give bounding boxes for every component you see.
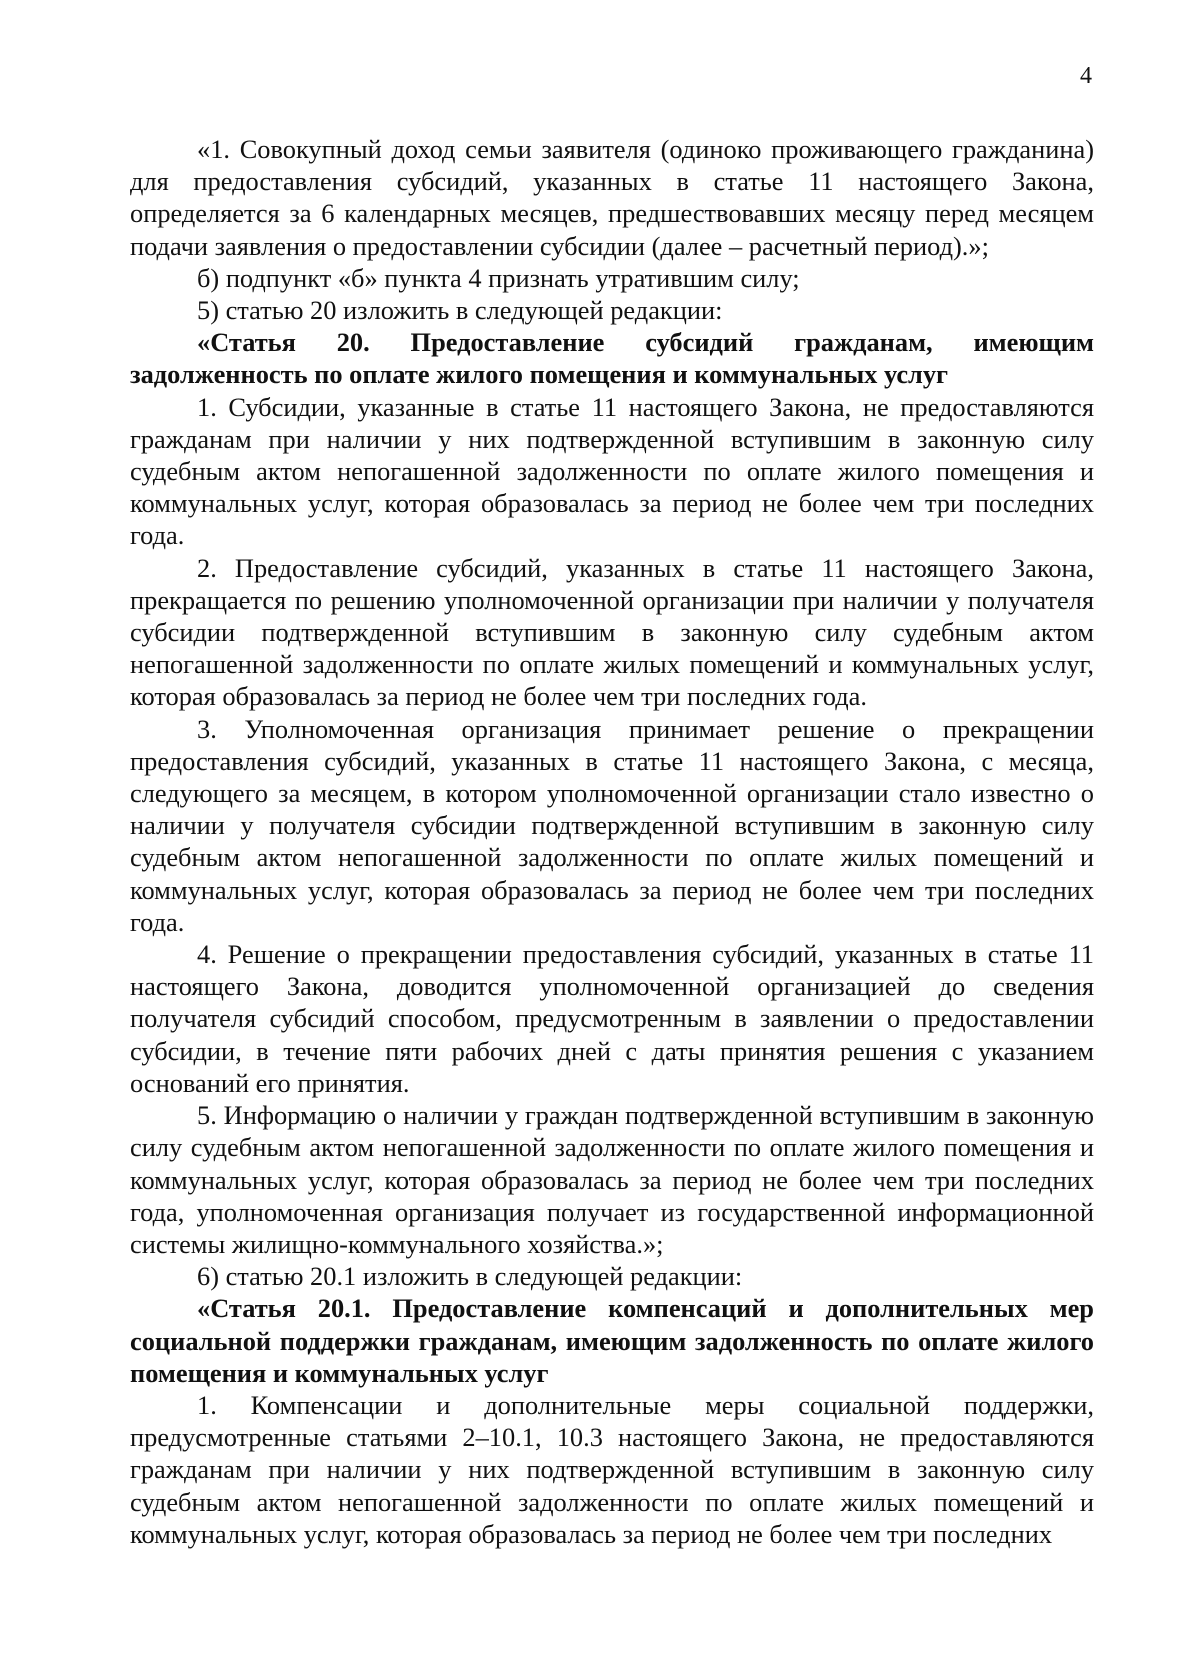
page-number: 4 bbox=[1080, 63, 1092, 89]
article-20-heading: «Статья 20. Предоставление субсидий гражданам, имеющим задолженность по оплате жилого помещения и коммунальных услуг bbox=[130, 327, 1094, 390]
paragraph-income-definition: «1. Совокупный доход семьи заявителя (одиноко проживающего гражданина) для предоставления субсидий, указанных в статье 11 настоящего Закона, определяется за 6 календарных месяцев, предшествовавших месяцу перед месяцем подачи заявления о предоставлении субсидии (далее – расчетный период).»; bbox=[130, 134, 1094, 261]
article-20-1-part-1: 1. Компенсации и дополнительные меры социальной поддержки, предусмотренные статьями 2–10.1, 10.3 настоящего Закона, не предоставляются гражданам при наличии у них подтвержденной вступившим в законную силу судебным актом непогашенной задолженности по оплате жилых помещений и коммунальных услуг, которая образовалась за период не более чем три последних bbox=[130, 1389, 1094, 1549]
article-20-1-heading: «Статья 20.1. Предоставление компенсаций и дополнительных мер социальной поддержки гражданам, имеющим задолженность по оплате жилого помещения и коммунальных услуг bbox=[130, 1293, 1094, 1388]
document-body bbox=[130, 133, 1094, 1550]
paragraph-item-5: 5) статью 20 изложить в следующей редакции: bbox=[197, 295, 723, 326]
article-20-part-5: 5. Информацию о наличии у граждан подтвержденной вступившим в законную силу судебным актом непогашенной задолженности по оплате жилого помещения и коммунальных услуг, которая образовалась за период не более чем три последних года, уполномоченная организация получает из государственной информационной системы жилищно-коммунального хозяйства.»; bbox=[130, 1100, 1094, 1259]
paragraph-item-6: 6) статью 20.1 изложить в следующей редакции: bbox=[197, 1261, 743, 1292]
article-20-part-4: 4. Решение о прекращении предоставления субсидий, указанных в статье 11 настоящего Закона, доводится уполномоченной организацией до сведения получателя субсидий способом, предусмотренным в заявлении о предоставлении субсидии, в течение пяти рабочих дней с даты принятия решения с указанием оснований его принятия. bbox=[130, 939, 1094, 1098]
article-20-part-3: 3. Уполномоченная организация принимает решение о прекращении предоставления субсидий, указанных в статье 11 настоящего Закона, с месяца, следующего за месяцем, в котором уполномоченной организации стало известно о наличии у получателя субсидии подтвержденной вступившим в законную силу судебным актом непогашенной задолженности по оплате жилых помещений и коммунальных услуг, которая образовалась за период не более чем три последних года. bbox=[130, 713, 1094, 937]
paragraph-subitem-b: б) подпункт «б» пункта 4 признать утратившим силу; bbox=[197, 262, 800, 293]
article-20-part-2: 2. Предоставление субсидий, указанных в статье 11 настоящего Закона, прекращается по решению уполномоченной организации при наличии у получателя субсидии подтвержденной вступившим в законную силу судебным актом непогашенной задолженности по оплате жилых помещений и коммунальных услуг, которая образовалась за период не более чем три последних года. bbox=[130, 552, 1094, 712]
article-20-part-1: 1. Субсидии, указанные в статье 11 настоящего Закона, не предоставляются гражданам при наличии у них подтвержденной вступившим в законную силу судебным актом непогашенной задолженности по оплате жилого помещения и коммунальных услуг, которая образовалась за период не более чем три последних года. bbox=[130, 391, 1094, 551]
